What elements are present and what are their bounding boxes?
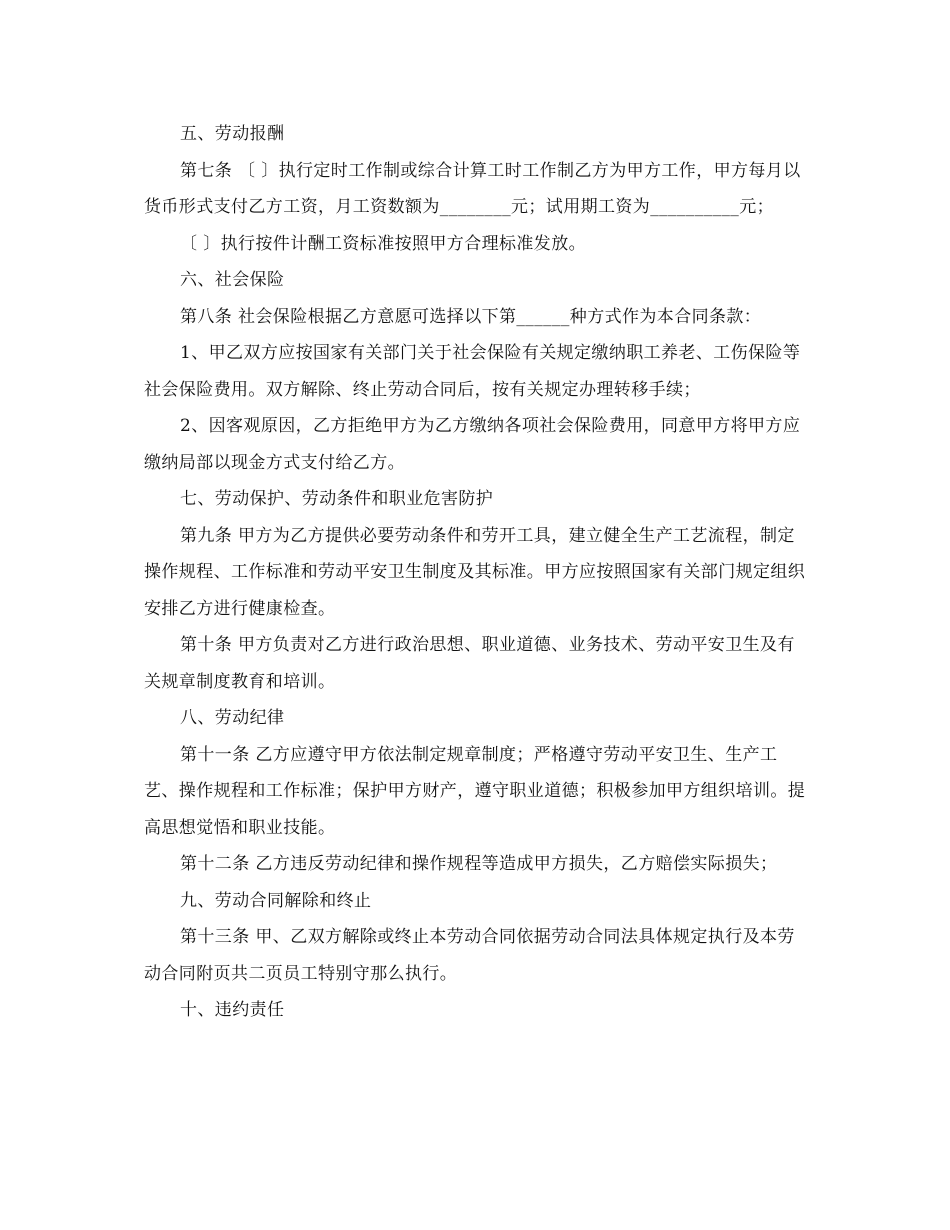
- section-heading: 五、劳动报酬: [180, 124, 285, 144]
- paragraph: 2、因客观原因，乙方拒绝甲方为乙方缴纳各项社会保险费用，同意甲方将甲方应缴纳局部以现金方式支付给乙方。: [144, 416, 801, 473]
- paragraph: 〔 〕执行按件计酬工资标准按照甲方合理标准发放。: [180, 233, 587, 254]
- paragraph: 第十一条 乙方应遵守甲方依法制定规章制度；严格遵守劳动平安卫生、生产工艺、操作规程和工作标准；保护甲方财产，遵守职业道德；积极参加甲方组织培训。提高思想觉悟和职业技能。: [144, 744, 806, 838]
- section-heading: 七、劳动保护、劳动条件和职业危害防护: [180, 489, 494, 509]
- paragraph: 第八条 社会保险根据乙方意愿可选择以下第______种方式作为本合同条款：: [180, 306, 762, 327]
- document-body: [144, 116, 808, 1029]
- paragraph: 1、甲乙双方应按国家有关部门关于社会保险有关规定缴纳职工养老、工伤保险等社会保险费用。双方解除、终止劳动合同后，按有关规定办理转移手续；: [144, 343, 801, 400]
- paragraph: 第七条 〔 〕执行定时工作制或综合计算工时工作制乙方为甲方工作，甲方每月以货币形式支付乙方工资，月工资数额为________元；试用期工资为__________元；: [144, 160, 801, 217]
- paragraph: 第十三条 甲、乙双方解除或终止本劳动合同依据劳动合同法具体规定执行及本劳动合同附页共二页员工特别守那么执行。: [144, 927, 795, 984]
- section-heading: 八、劳动纪律: [180, 708, 285, 728]
- paragraph: 第十二条 乙方违反劳动纪律和操作规程等造成甲方损失，乙方赔偿实际损失；: [180, 854, 778, 874]
- section-heading: 九、劳动合同解除和终止: [180, 890, 372, 911]
- section-heading: 六、社会保险: [180, 270, 285, 290]
- paragraph: 第九条 甲方为乙方提供必要劳动条件和劳开工具，建立健全生产工艺流程，制定操作规程、工作标准和劳动平安卫生制度及其标准。甲方应按照国家有关部门规定组织安排乙方进行健康检查。: [144, 525, 806, 619]
- section-heading: 十、违约责任: [180, 1000, 285, 1020]
- paragraph: 第十条 甲方负责对乙方进行政治思想、职业道德、业务技术、劳动平安卫生及有关规章制度教育和培训。: [144, 635, 795, 692]
